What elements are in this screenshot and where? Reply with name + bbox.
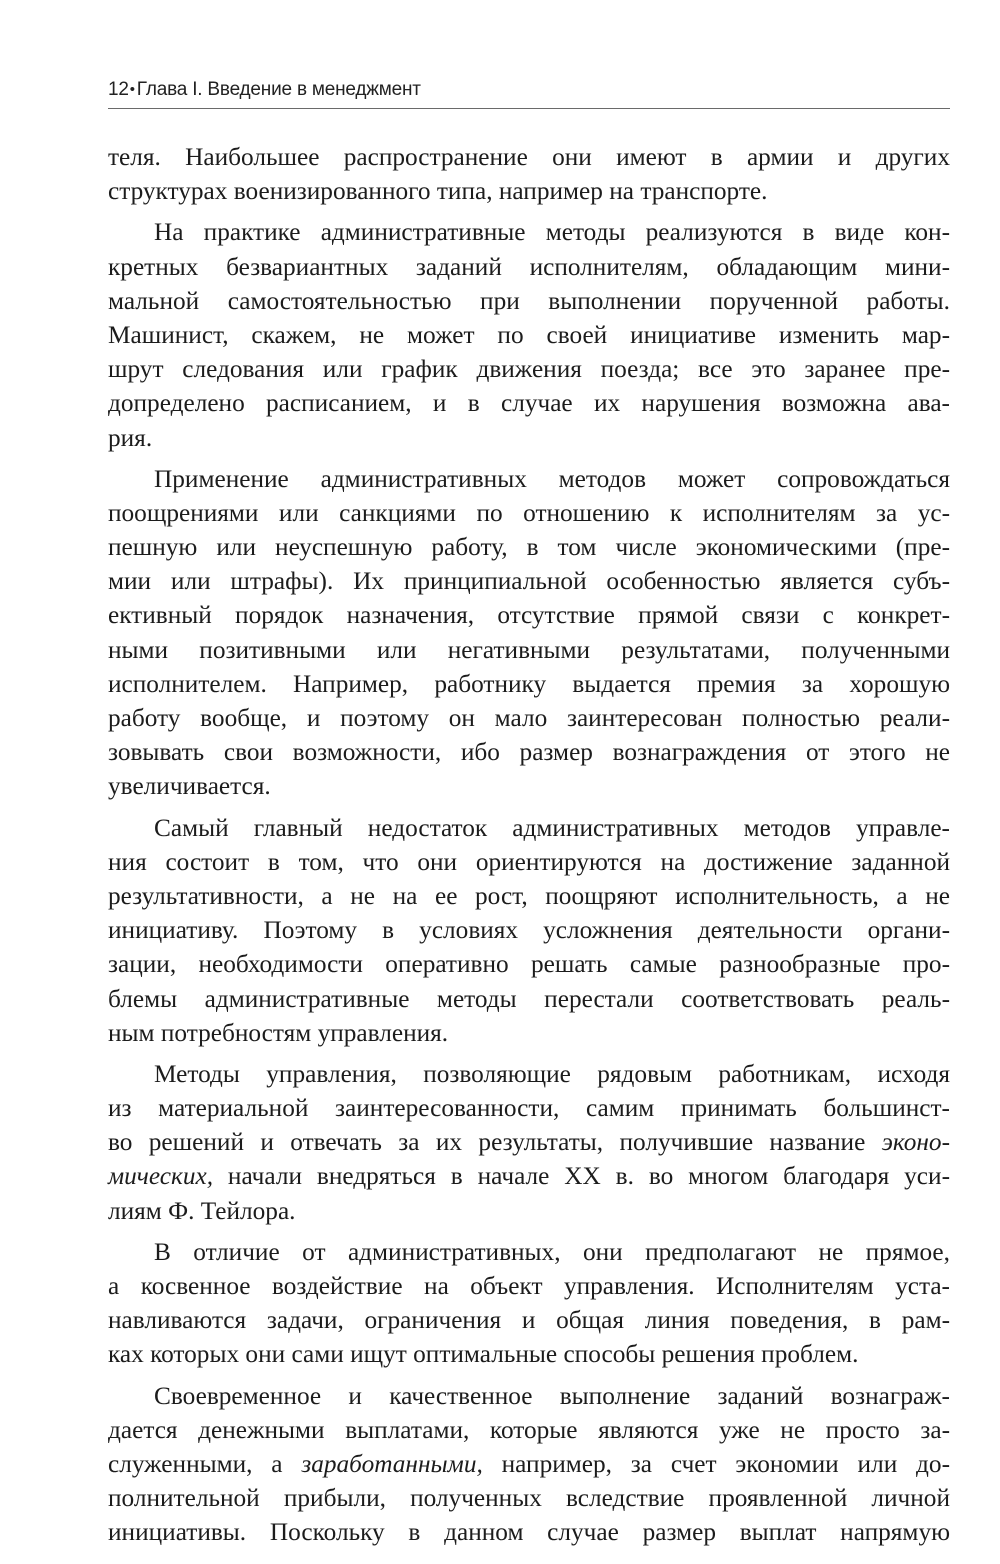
text-line: работу вообще, и поэтому он мало заинтересован полностью реали- — [108, 704, 950, 732]
text-line: а косвенное воздействие на объект управления. Исполнителям уста- — [108, 1272, 950, 1300]
text-line: Самый главный недостаток административных методов управле- — [154, 813, 950, 842]
text-line: лиям Ф. Тейлора. — [108, 1196, 296, 1225]
text-line: исполнителем. Например, работнику выдается премия за хорошую — [108, 669, 950, 698]
text-run: во решений и отвечать за их результаты, получившие название — [108, 1128, 882, 1157]
text-line: кретных безвариантных заданий исполнителям, обладающим мини- — [108, 252, 950, 281]
text-line: шрут следования или график движения поезда; все это заранее пре- — [108, 355, 950, 384]
body-text — [108, 140, 950, 1557]
chapter-title: Глава I. Введение в менеджмент — [136, 79, 421, 100]
text-run: например, за счет экономии или до- — [482, 1449, 950, 1478]
paragraph-4 — [108, 811, 950, 1050]
text-line: полнительной прибыли, полученных вследствие проявленной личной — [108, 1484, 950, 1513]
text-line: теля. Наибольшее распространение они имеют в армии и других — [108, 143, 950, 171]
text-line: увеличивается. — [108, 772, 271, 801]
text-line: пешную или неуспешную работу, в том числе экономическими (пре- — [108, 533, 950, 562]
text-line: допределено расписанием, и в случае их нарушения возможна ава- — [108, 389, 950, 418]
text-line: Своевременное и качественное выполнение заданий вознаграж- — [154, 1381, 950, 1410]
header-rule — [108, 108, 950, 109]
italic-term: заработанными, — [301, 1449, 483, 1478]
text-line-with-italic — [108, 1159, 950, 1193]
text-line-with-italic — [108, 1447, 950, 1481]
text-line: В отличие от административных, они предполагают не прямое, — [154, 1237, 950, 1266]
paragraph-2 — [108, 215, 950, 454]
page-number: 12 — [108, 79, 129, 100]
text-line: зовывать свои возможности, ибо размер вознаграждения от этого не — [108, 738, 950, 767]
text-line: На практике административные методы реализуются в виде кон- — [154, 218, 950, 247]
text-run: служенными, а — [108, 1449, 302, 1478]
text-line: ния состоит в том, что они ориентируются на достижение заданной — [108, 847, 950, 876]
paragraph-1 — [108, 140, 950, 208]
running-header — [108, 77, 950, 104]
text-line: поощрениями или санкциями по отношению к исполнителям за ус- — [108, 498, 950, 527]
text-line: мальной самостоятельностью при выполнении порученной работы. — [108, 286, 950, 315]
text-run: начали внедряться в начале XX в. во многом благодаря уси- — [213, 1162, 950, 1191]
paragraph-5 — [108, 1057, 950, 1228]
paragraph-6 — [108, 1235, 950, 1372]
text-line: зации, необходимости оперативно решать самые разнообразные про- — [108, 950, 950, 979]
text-line: ективный порядок назначения, отсутствие прямой связи с конкрет- — [108, 601, 950, 630]
text-line-with-italic — [108, 1125, 950, 1159]
paragraph-3 — [108, 462, 950, 804]
text-line: Применение административных методов может сопровождаться — [154, 464, 950, 493]
text-line: Машинист, скажем, не может по своей инициативе изменить мар- — [108, 320, 950, 349]
text-line: ными позитивными или негативными результатами, полученными — [108, 635, 950, 664]
text-line: рия. — [108, 423, 153, 452]
text-line: навливаются задачи, ограничения и общая линия поведения, в рам- — [108, 1306, 950, 1335]
text-line: ным потребностям управления. — [108, 1018, 449, 1047]
text-line: структурах военизированного типа, например на транспорте. — [108, 177, 768, 206]
text-line: инициативу. Поэтому в условиях усложнения деятельности органи- — [108, 916, 950, 945]
italic-term: мических, — [108, 1162, 214, 1191]
text-line: результативности, а не на ее рост, поощряют исполнительность, а не — [108, 881, 950, 910]
text-line: из материальной заинтересованности, самим принимать большинст- — [108, 1094, 950, 1123]
text-line: дается денежными выплатами, которые являются уже не просто за- — [108, 1415, 950, 1444]
text-line: Методы управления, позволяющие рядовым работникам, исходя — [154, 1059, 950, 1088]
text-line: мии или штрафы). Их принципиальной особенностью является субъ- — [108, 567, 950, 596]
paragraph-7 — [108, 1379, 950, 1550]
text-line: инициативы. Поскольку в данном случае размер выплат напрямую — [108, 1518, 950, 1547]
italic-term: эконо- — [881, 1128, 950, 1157]
text-line: ках которых они сами ищут оптимальные способы решения проблем. — [108, 1340, 859, 1369]
text-line: блемы административные методы перестали соответствовать реаль- — [108, 984, 950, 1013]
header-bullet: • — [129, 81, 135, 98]
